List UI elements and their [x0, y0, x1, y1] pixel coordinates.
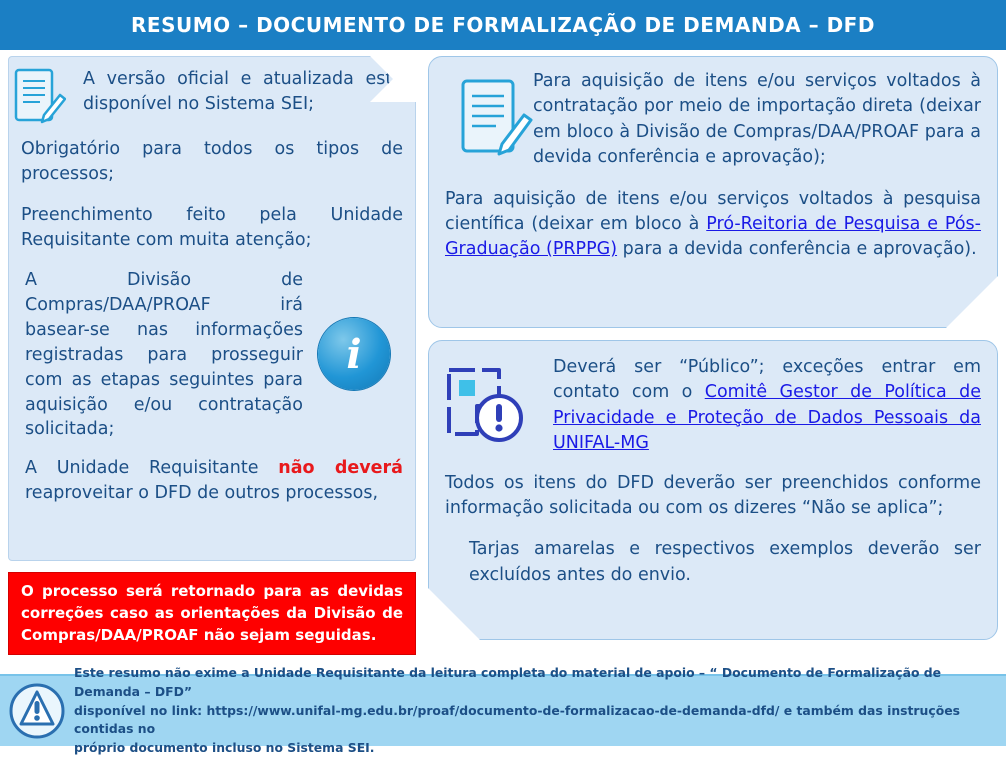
warning-banner-text: O processo será retornado para as devidas correções caso as orientações da Divisão de Compras/DAA/PROAF não sejam seguidas.: [21, 582, 403, 644]
right-paragraph-publico: [445, 355, 981, 457]
right-paragraph-pesquisa: [445, 187, 981, 263]
megaphone-alert-icon: [8, 683, 66, 739]
left-p5-text-end: reaproveitar o DFD de outros processos,: [25, 483, 379, 504]
footer-line-3: próprio documento incluso no Sistema SEI.: [74, 739, 375, 755]
left-paragraph-obrigatorio: Obrigatório para todos os tipos de processos;: [21, 139, 403, 184]
right-paragraph-tarjas: Tarjas amarelas e respectivos exemplos deverão ser excluídos antes do envio.: [469, 539, 981, 585]
card-corner-notch: [428, 588, 480, 640]
left-info-card: [8, 56, 416, 561]
left-paragraph-preenchimento: Preenchimento feito pela Unidade Requisitante com muita atenção;: [21, 204, 403, 250]
left-paragraph-sei: A versão oficial e atualizada está disponível no Sistema SEI;: [83, 69, 403, 114]
left-p5-highlight: não deverá: [278, 458, 403, 479]
page-header: [0, 0, 1006, 50]
document-pen-icon: [460, 78, 534, 160]
footer-line-1: Este resumo não exime a Unidade Requisitante da leitura completa do material de apoio – “ Documento de Formalização de Demanda – DFD”: [74, 665, 942, 700]
footer-note: [74, 664, 1006, 757]
right-p1-text-start: Deverá ser “Público”; exceções entrar em contato com o: [553, 357, 981, 403]
right-paragraph-importacao: Para aquisição de itens e/ou serviços voltados à contratação por meio de importação direta (deixar em bloco à Divisão de Compras/DAA/PROAF para a devida conferência e aprovação);: [533, 71, 981, 168]
data-privacy-alert-icon: [443, 362, 525, 442]
footer-line-2: disponível no link: https://www.unifal-mg.edu.br/proaf/documento-de-formalizacao-de-demanda-dfd/ e também das instruções contidas no: [74, 702, 961, 737]
left-paragraph-divisao-compras: A Divisão de Compras/DAA/PROAF irá basear-se nas informações registradas para prosseguir com as etapas seguintes para aquisição e/ou contratação solicitada;: [25, 270, 303, 440]
comite-gestor-link[interactable]: Comitê Gestor de Política de Privacidade e Proteção de Dados Pessoais da UNIFAL-MG: [553, 382, 981, 454]
warning-banner: [8, 572, 416, 655]
document-pen-icon: [14, 68, 66, 126]
left-paragraph-unidade-requisitante: [21, 456, 403, 506]
card-corner-notch: [370, 56, 416, 102]
right-paragraph-itens-dfd: Todos os itens do DFD deverão ser preenchidos conforme informação solicitada ou com os dizeres “Não se aplica”;: [445, 472, 981, 518]
right-p2-text-end: para a devida conferência e aprovação).: [617, 239, 977, 260]
page-footer: [0, 665, 1006, 755]
page-title: RESUMO – DOCUMENTO DE FORMALIZAÇÃO DE DEMANDA – DFD: [131, 13, 875, 37]
right-p2-text-start: Para aquisição de itens e/ou serviços voltados à pesquisa científica (deixar em bloco à: [445, 188, 981, 234]
prppg-link[interactable]: Pró-Reitoria de Pesquisa e Pós-Graduação (PRPPG): [445, 213, 981, 260]
left-p5-text-start: A Unidade Requisitante: [25, 458, 279, 479]
card-corner-notch: [946, 276, 998, 328]
info-icon: i: [318, 318, 390, 390]
